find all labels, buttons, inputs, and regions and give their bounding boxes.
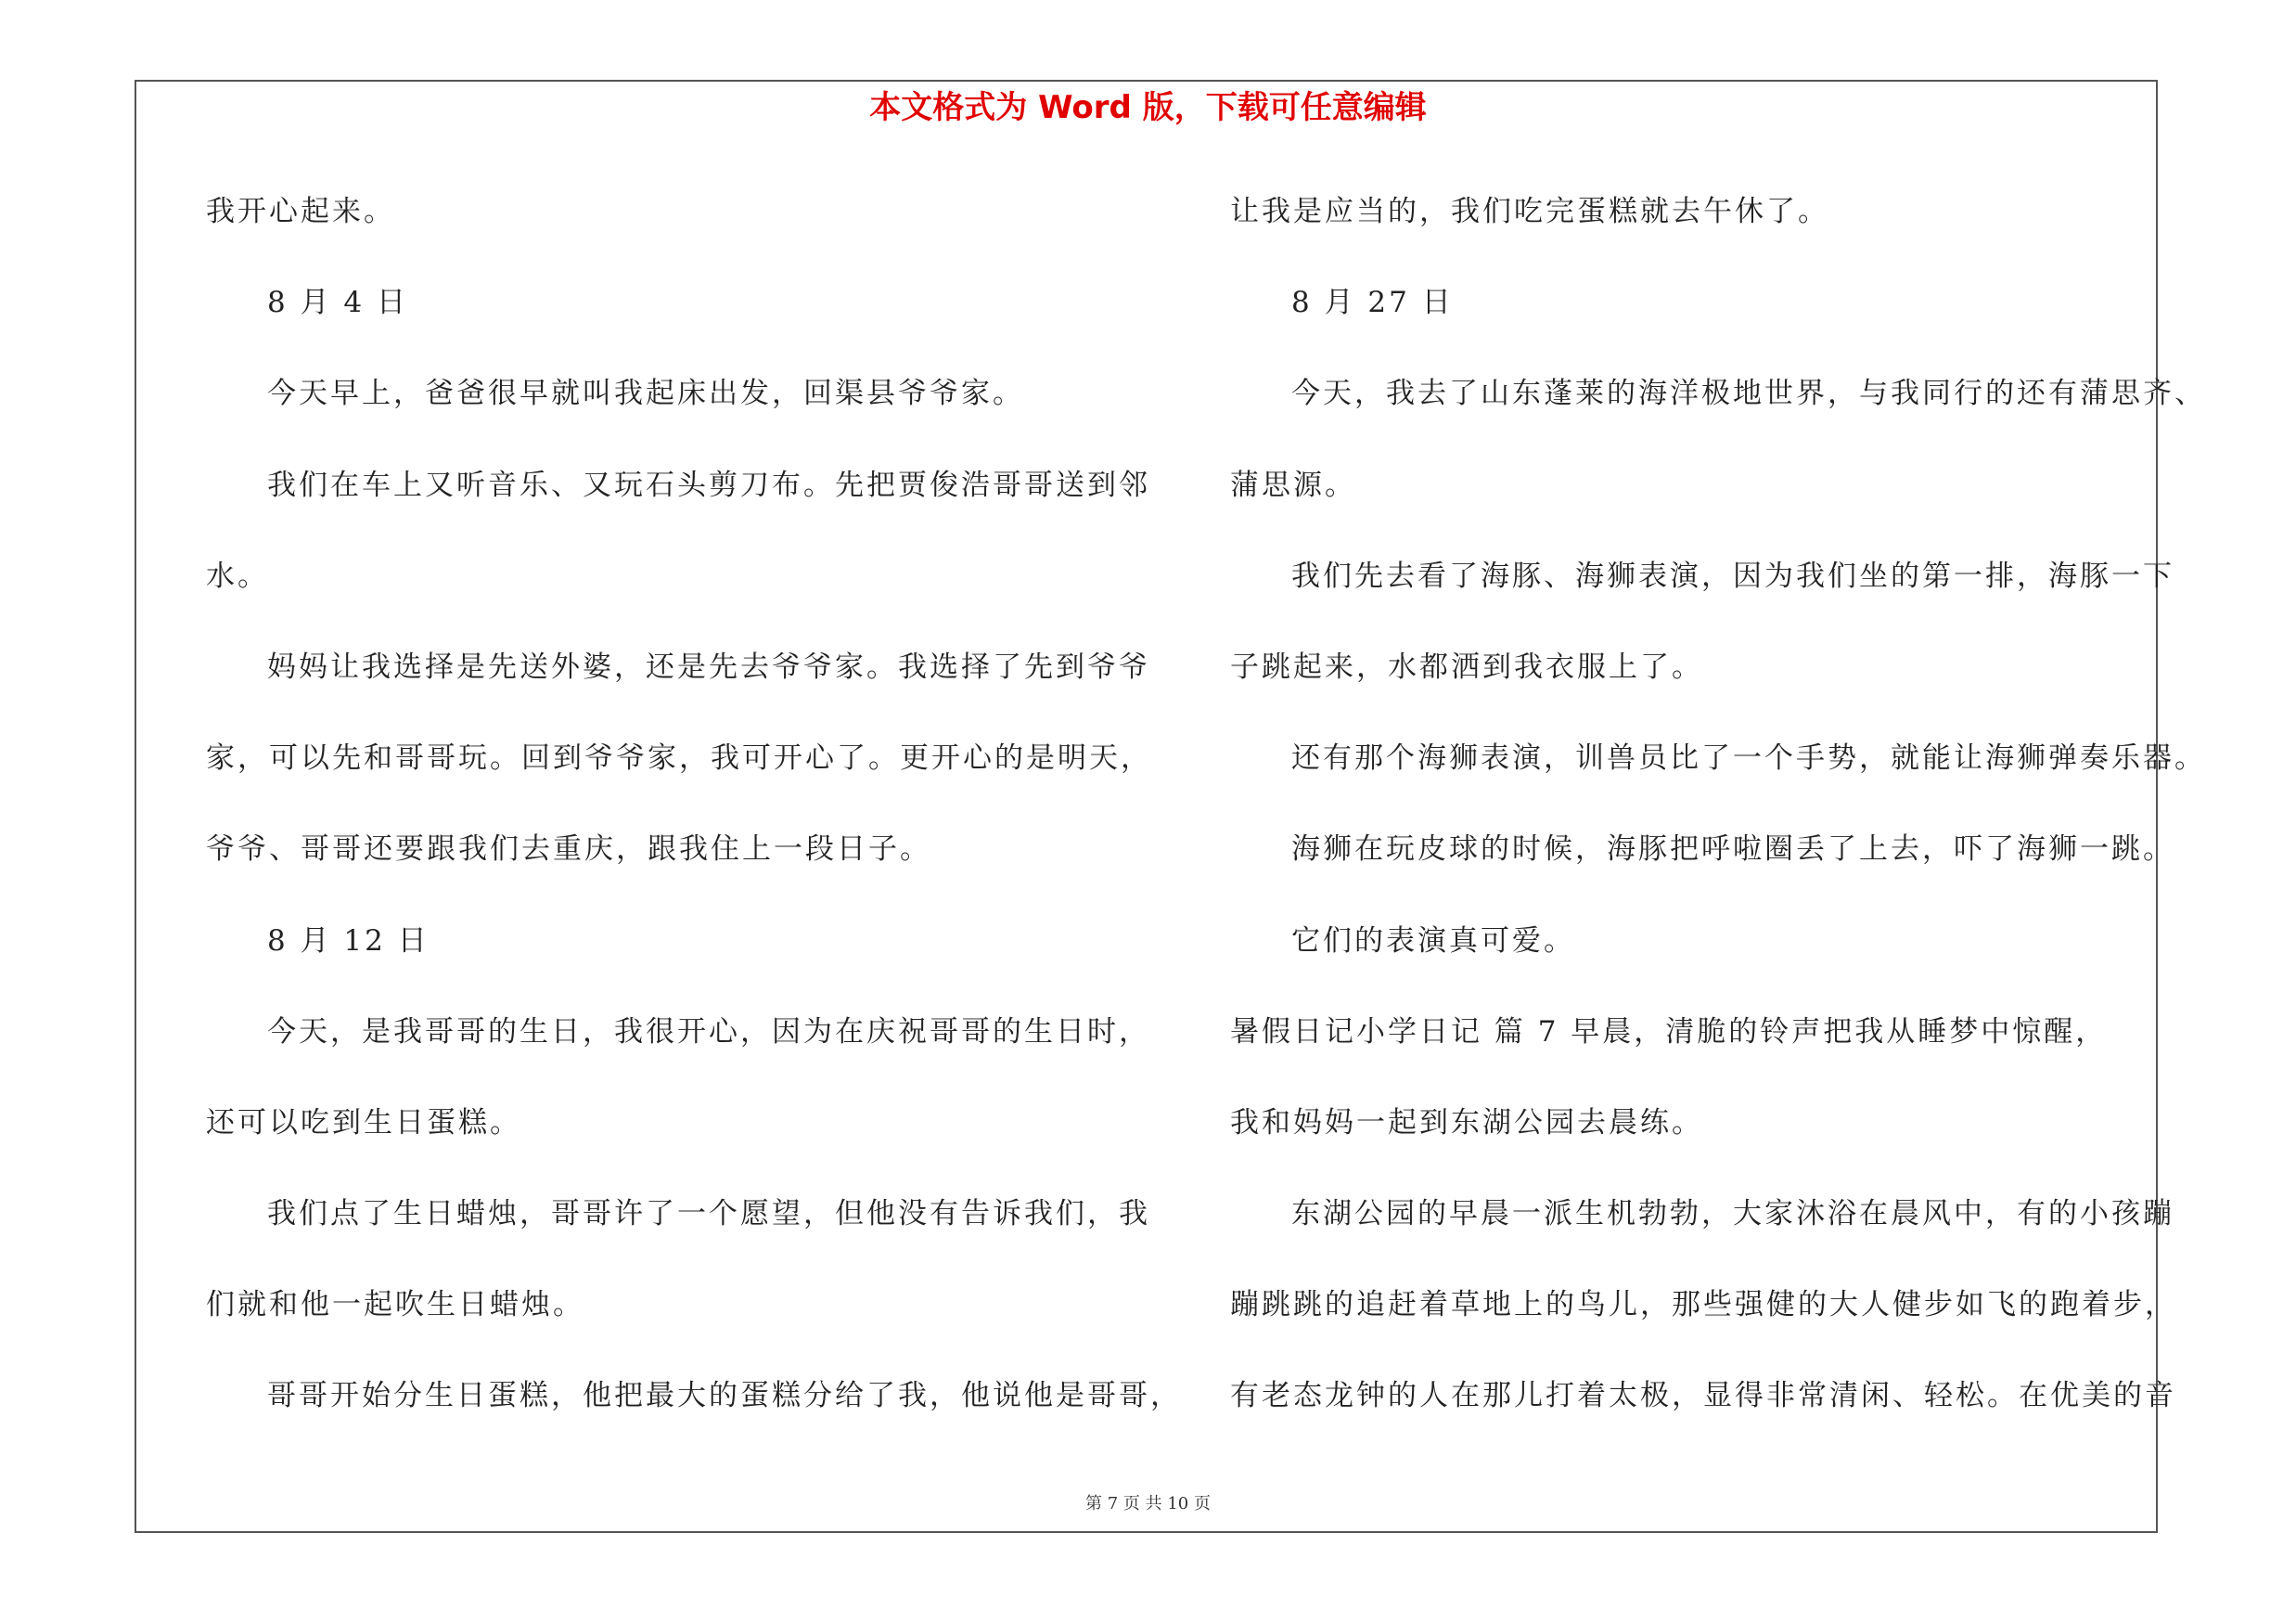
text-line: 家，可以先和哥哥玩。回到爷爷家，我可开心了。更开心的是明天， <box>206 741 1152 776</box>
text-line: 我们先去看了海豚、海狮表演，因为我们坐的第一排，海豚一下 <box>1291 559 2174 593</box>
page-header-title: 本文格式为 Word 版，下载可任意编辑 <box>869 89 1427 126</box>
text-line: 东湖公园的早晨一派生机勃勃，大家沐浴在晨风中，有的小孩蹦 <box>1291 1197 2174 1231</box>
text-line: 水。 <box>206 559 269 593</box>
text-line: 妈妈让我选择是先送外婆，还是先去爷爷家。我选择了先到爷爷 <box>267 650 1150 684</box>
left-text-column <box>206 184 1182 1460</box>
text-line: 还可以吃到生日蛋糕。 <box>206 1105 521 1140</box>
text-line: 蹦跳跳的追赶着草地上的鸟儿，那些强健的大人健步如飞的跑着步， <box>1230 1288 2176 1322</box>
text-line: 今天，我去了山东蓬莱的海洋极地世界，与我同行的还有蒲思齐、 <box>1291 377 2206 411</box>
text-line: 爷爷、哥哥还要跟我们去重庆，跟我住上一段日子。 <box>206 832 931 867</box>
text-line: 还有那个海狮表演，训兽员比了一个手势，就能让海狮弹奏乐器。 <box>1291 741 2206 776</box>
right-text-column <box>1230 184 2206 1460</box>
text-line: 子跳起来，水都洒到我衣服上了。 <box>1230 650 1703 684</box>
text-line: 我们在车上又听音乐、又玩石头剪刀布。先把贾俊浩哥哥送到邻 <box>267 468 1150 502</box>
text-line: 蒲思源。 <box>1230 468 1356 502</box>
text-line: 我和妈妈一起到东湖公园去晨练。 <box>1230 1105 1703 1140</box>
text-line: 我开心起来。 <box>206 195 395 228</box>
text-line: 有老态龙钟的人在那儿打着太极，显得非常清闲、轻松。在优美的音 <box>1230 1379 2176 1413</box>
text-line: 们就和他一起吹生日蜡烛。 <box>206 1288 584 1322</box>
text-line: 让我是应当的，我们吃完蛋糕就去午休了。 <box>1230 195 1829 228</box>
text-line: 哥哥开始分生日蛋糕，他把最大的蛋糕分给了我，他说他是哥哥， <box>267 1379 1182 1413</box>
text-line: 8 月 4 日 <box>267 286 409 320</box>
text-line: 暑假日记小学日记 篇 7 早晨，清脆的铃声把我从睡梦中惊醒， <box>1230 1014 2108 1049</box>
text-line: 8 月 27 日 <box>1291 286 1454 320</box>
text-line: 今天早上，爸爸很早就叫我起床出发，回渠县爷爷家。 <box>267 377 1024 411</box>
page-number-footer: 第 7 页 共 10 页 <box>1085 1494 1211 1514</box>
text-line: 今天，是我哥哥的生日，我很开心，因为在庆祝哥哥的生日时， <box>267 1014 1150 1049</box>
text-line: 它们的表演真可爱。 <box>1291 923 1575 958</box>
text-line: 海狮在玩皮球的时候，海豚把呼啦圈丢了上去，吓了海狮一跳。 <box>1291 832 2174 867</box>
text-line: 我们点了生日蜡烛，哥哥许了一个愿望，但他没有告诉我们，我 <box>267 1197 1150 1231</box>
text-line: 8 月 12 日 <box>267 923 430 958</box>
